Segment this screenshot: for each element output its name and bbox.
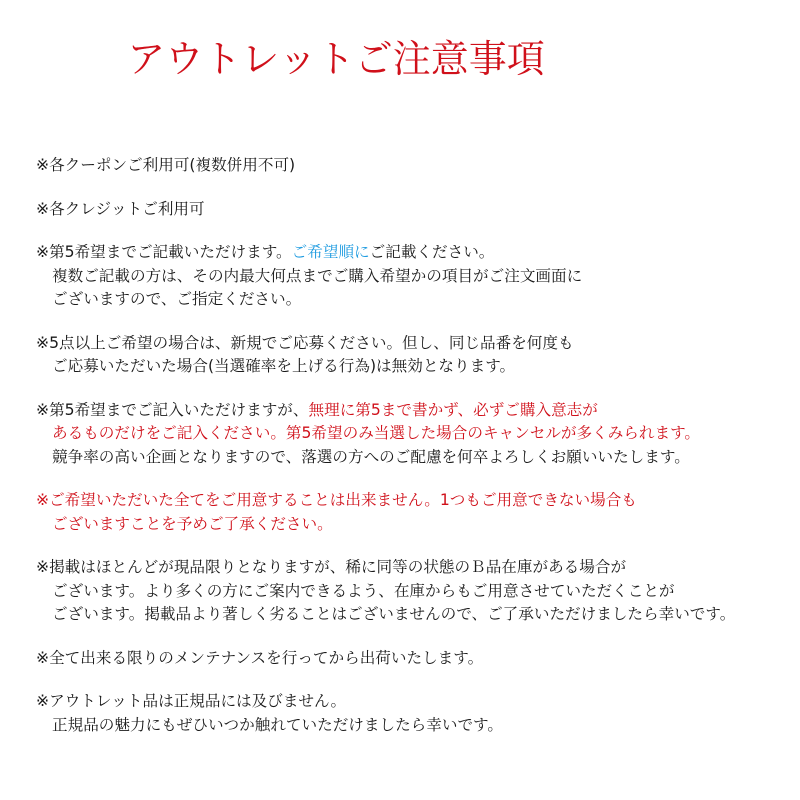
note-line: ※ご希望いただいた全てをご用意することは出来ません。1つもご用意できない場合も: [36, 491, 637, 509]
note-purchase-intent: [36, 399, 796, 470]
note-b-grade-stock: [36, 556, 796, 627]
page-title: アウトレットご注意事項: [127, 37, 545, 81]
note-not-all-available: [36, 489, 796, 536]
note-line: ございますので、ご指定ください。: [52, 290, 302, 308]
note-highlight-blue: ご希望順に: [291, 243, 370, 261]
note-text: ※第5希望までご記載いただけます。: [36, 243, 292, 261]
note-line: ご応募いただいた場合(当選確率を上げる行為)は無効となります。: [52, 357, 516, 375]
note-line: ※アウトレット品は正規品には及びません。: [36, 692, 347, 710]
note-credit: [36, 198, 796, 222]
note-outlet-quality: [36, 690, 796, 737]
note-line: ※各クレジットご利用可: [36, 199, 205, 218]
note-fifth-choice: [36, 241, 796, 312]
note-line: ございますことを予めご了承ください。: [52, 514, 333, 533]
note-line: ございます。より多くの方にご案内できるよう、在庫からもご用意させていただくことが: [52, 581, 675, 600]
note-line: 複数ご記載の方は、その内最大何点までご購入希望かの項目がご注文画面に: [52, 266, 583, 285]
notes-list: [36, 154, 796, 737]
note-line: [36, 241, 796, 265]
note-line: ※全て出来る限りのメンテナンスを行ってから出荷いたします。: [36, 648, 484, 667]
note-coupon: [36, 154, 796, 178]
note-line: ※5点以上ご希望の場合は、新規でご応募ください。但し、同じ品番を何度も: [36, 333, 574, 352]
note-maintenance: [36, 647, 796, 671]
note-line: 正規品の魅力にもぜひいつか触れていただけましたら幸いです。: [52, 715, 503, 734]
note-highlight-red: 無理に第5まで書かず、必ずご購入意志が: [308, 400, 598, 419]
note-line: あるものだけをご記入ください。第5希望のみ当選した場合のキャンセルが多くみられます。: [52, 424, 701, 442]
note-five-or-more: [36, 332, 796, 379]
note-line: [36, 399, 796, 423]
note-text: ご記載ください。: [369, 243, 495, 261]
note-line: ※掲載はほとんどが現品限りとなりますが、稀に同等の状態のＢ品在庫がある場合が: [36, 558, 627, 576]
note-line: ございます。掲載品より著しく劣ることはございませんので、ご了承いただけましたら幸いです。: [52, 605, 736, 623]
note-line: ※各クーポンご利用可(複数併用不可): [36, 156, 296, 174]
note-text: ※第5希望までご記入いただけますが、: [36, 400, 309, 419]
note-line: 競争率の高い企画となりますので、落選の方へのご配慮を何卒よろしくお願いいたします。: [52, 447, 690, 466]
